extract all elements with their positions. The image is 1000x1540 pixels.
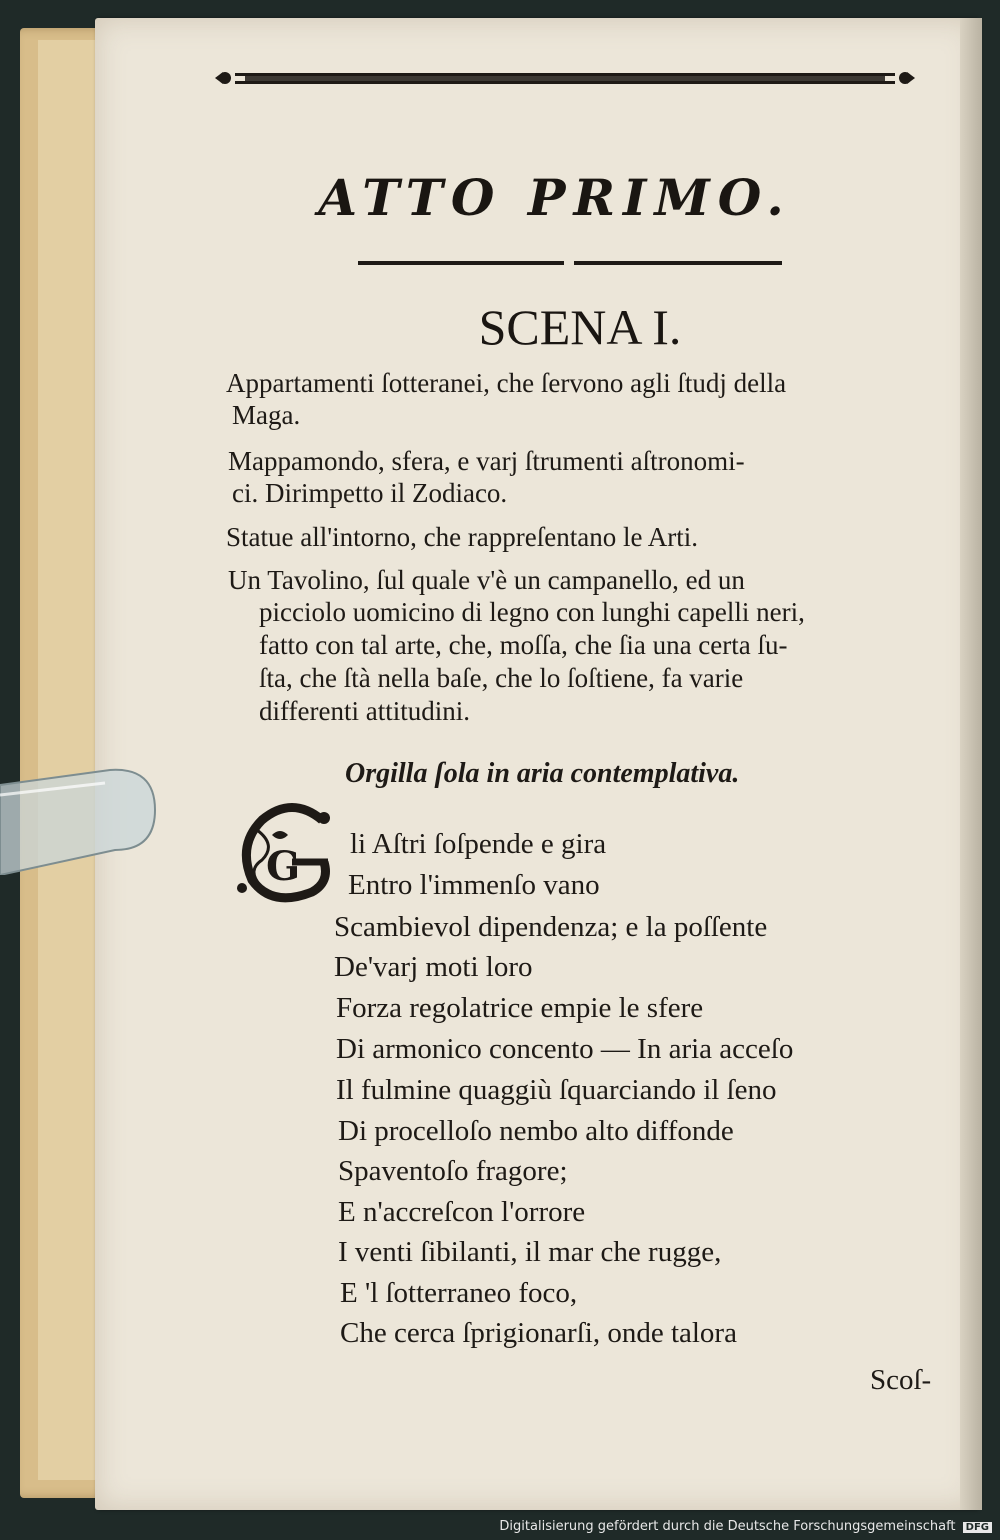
verse-line: li Aſtri ſoſpende e gira bbox=[350, 828, 607, 860]
verse-line: E n'accreſcon l'orrore bbox=[338, 1196, 586, 1228]
act-title: ATTO PRIMO. bbox=[318, 168, 792, 227]
verse-line: Di armonico concento — In aria acceſo bbox=[336, 1033, 794, 1065]
page-right-edge bbox=[960, 18, 982, 1510]
stage-direction-line: Mappamondo, sfera, e varj ſtrumenti aſtronomi- bbox=[228, 446, 745, 476]
svg-text:G: G bbox=[266, 843, 301, 890]
verse-line: Scambievol dipendenza; e la poſſente bbox=[334, 911, 768, 943]
stage-direction-line: Maga. bbox=[232, 400, 301, 430]
dfg-logo-badge: DFG bbox=[963, 1522, 992, 1533]
stage-direction-line: Statue all'intorno, che rappreſentano le Arti. bbox=[226, 522, 698, 552]
verse-line: E 'l ſotterraneo foco, bbox=[340, 1277, 578, 1309]
verse-line: Forza regolatrice empie le sfere bbox=[336, 992, 704, 1024]
verse-line: Di procelloſo nembo alto diffonde bbox=[338, 1115, 734, 1147]
stage-direction-line: Appartamenti ſotteranei, che ſervono agli ſtudj della bbox=[226, 368, 787, 398]
stage-direction-line: fatto con tal arte, che, moſſa, che ſia una certa ſu- bbox=[259, 630, 788, 660]
stage-direction-line: ci. Dirimpetto il Zodiaco. bbox=[232, 478, 508, 508]
verse-line: Che cerca ſprigionarſi, onde talora bbox=[340, 1317, 737, 1349]
catchword: Scoſ- bbox=[870, 1364, 932, 1396]
stage-direction-line: differenti attitudini. bbox=[259, 696, 470, 726]
title-divider-rule bbox=[358, 260, 782, 266]
stage-direction-line: picciolo uomicino di legno con lunghi capelli neri, bbox=[259, 597, 805, 627]
verse-line: Spaventoſo fragore; bbox=[338, 1155, 568, 1187]
credit-text: Digitalisierung gefördert durch die Deutsche Forschungsgemeinschaft bbox=[499, 1519, 956, 1534]
ornamental-header-rule bbox=[215, 66, 915, 92]
page-clip-holder bbox=[0, 765, 160, 875]
verse-line: Entro l'immenſo vano bbox=[348, 869, 600, 901]
aria-heading: Orgilla ſola in aria contemplativa. bbox=[345, 758, 740, 789]
decorated-initial-letter bbox=[232, 800, 342, 910]
stage-direction-line: Un Tavolino, ſul quale v'è un campanello, ed un bbox=[228, 565, 745, 595]
digitization-credit bbox=[499, 1519, 992, 1534]
verse-line: De'varj moti loro bbox=[334, 951, 533, 983]
stage-direction-line: ſta, che ſtà nella baſe, che lo ſoſtiene, fa varie bbox=[259, 663, 744, 693]
verse-line: Il fulmine quaggiù ſquarciando il ſeno bbox=[336, 1074, 777, 1106]
verse-line: I venti ſibilanti, il mar che rugge, bbox=[338, 1236, 722, 1268]
scene-title: SCENA I. bbox=[478, 299, 682, 355]
